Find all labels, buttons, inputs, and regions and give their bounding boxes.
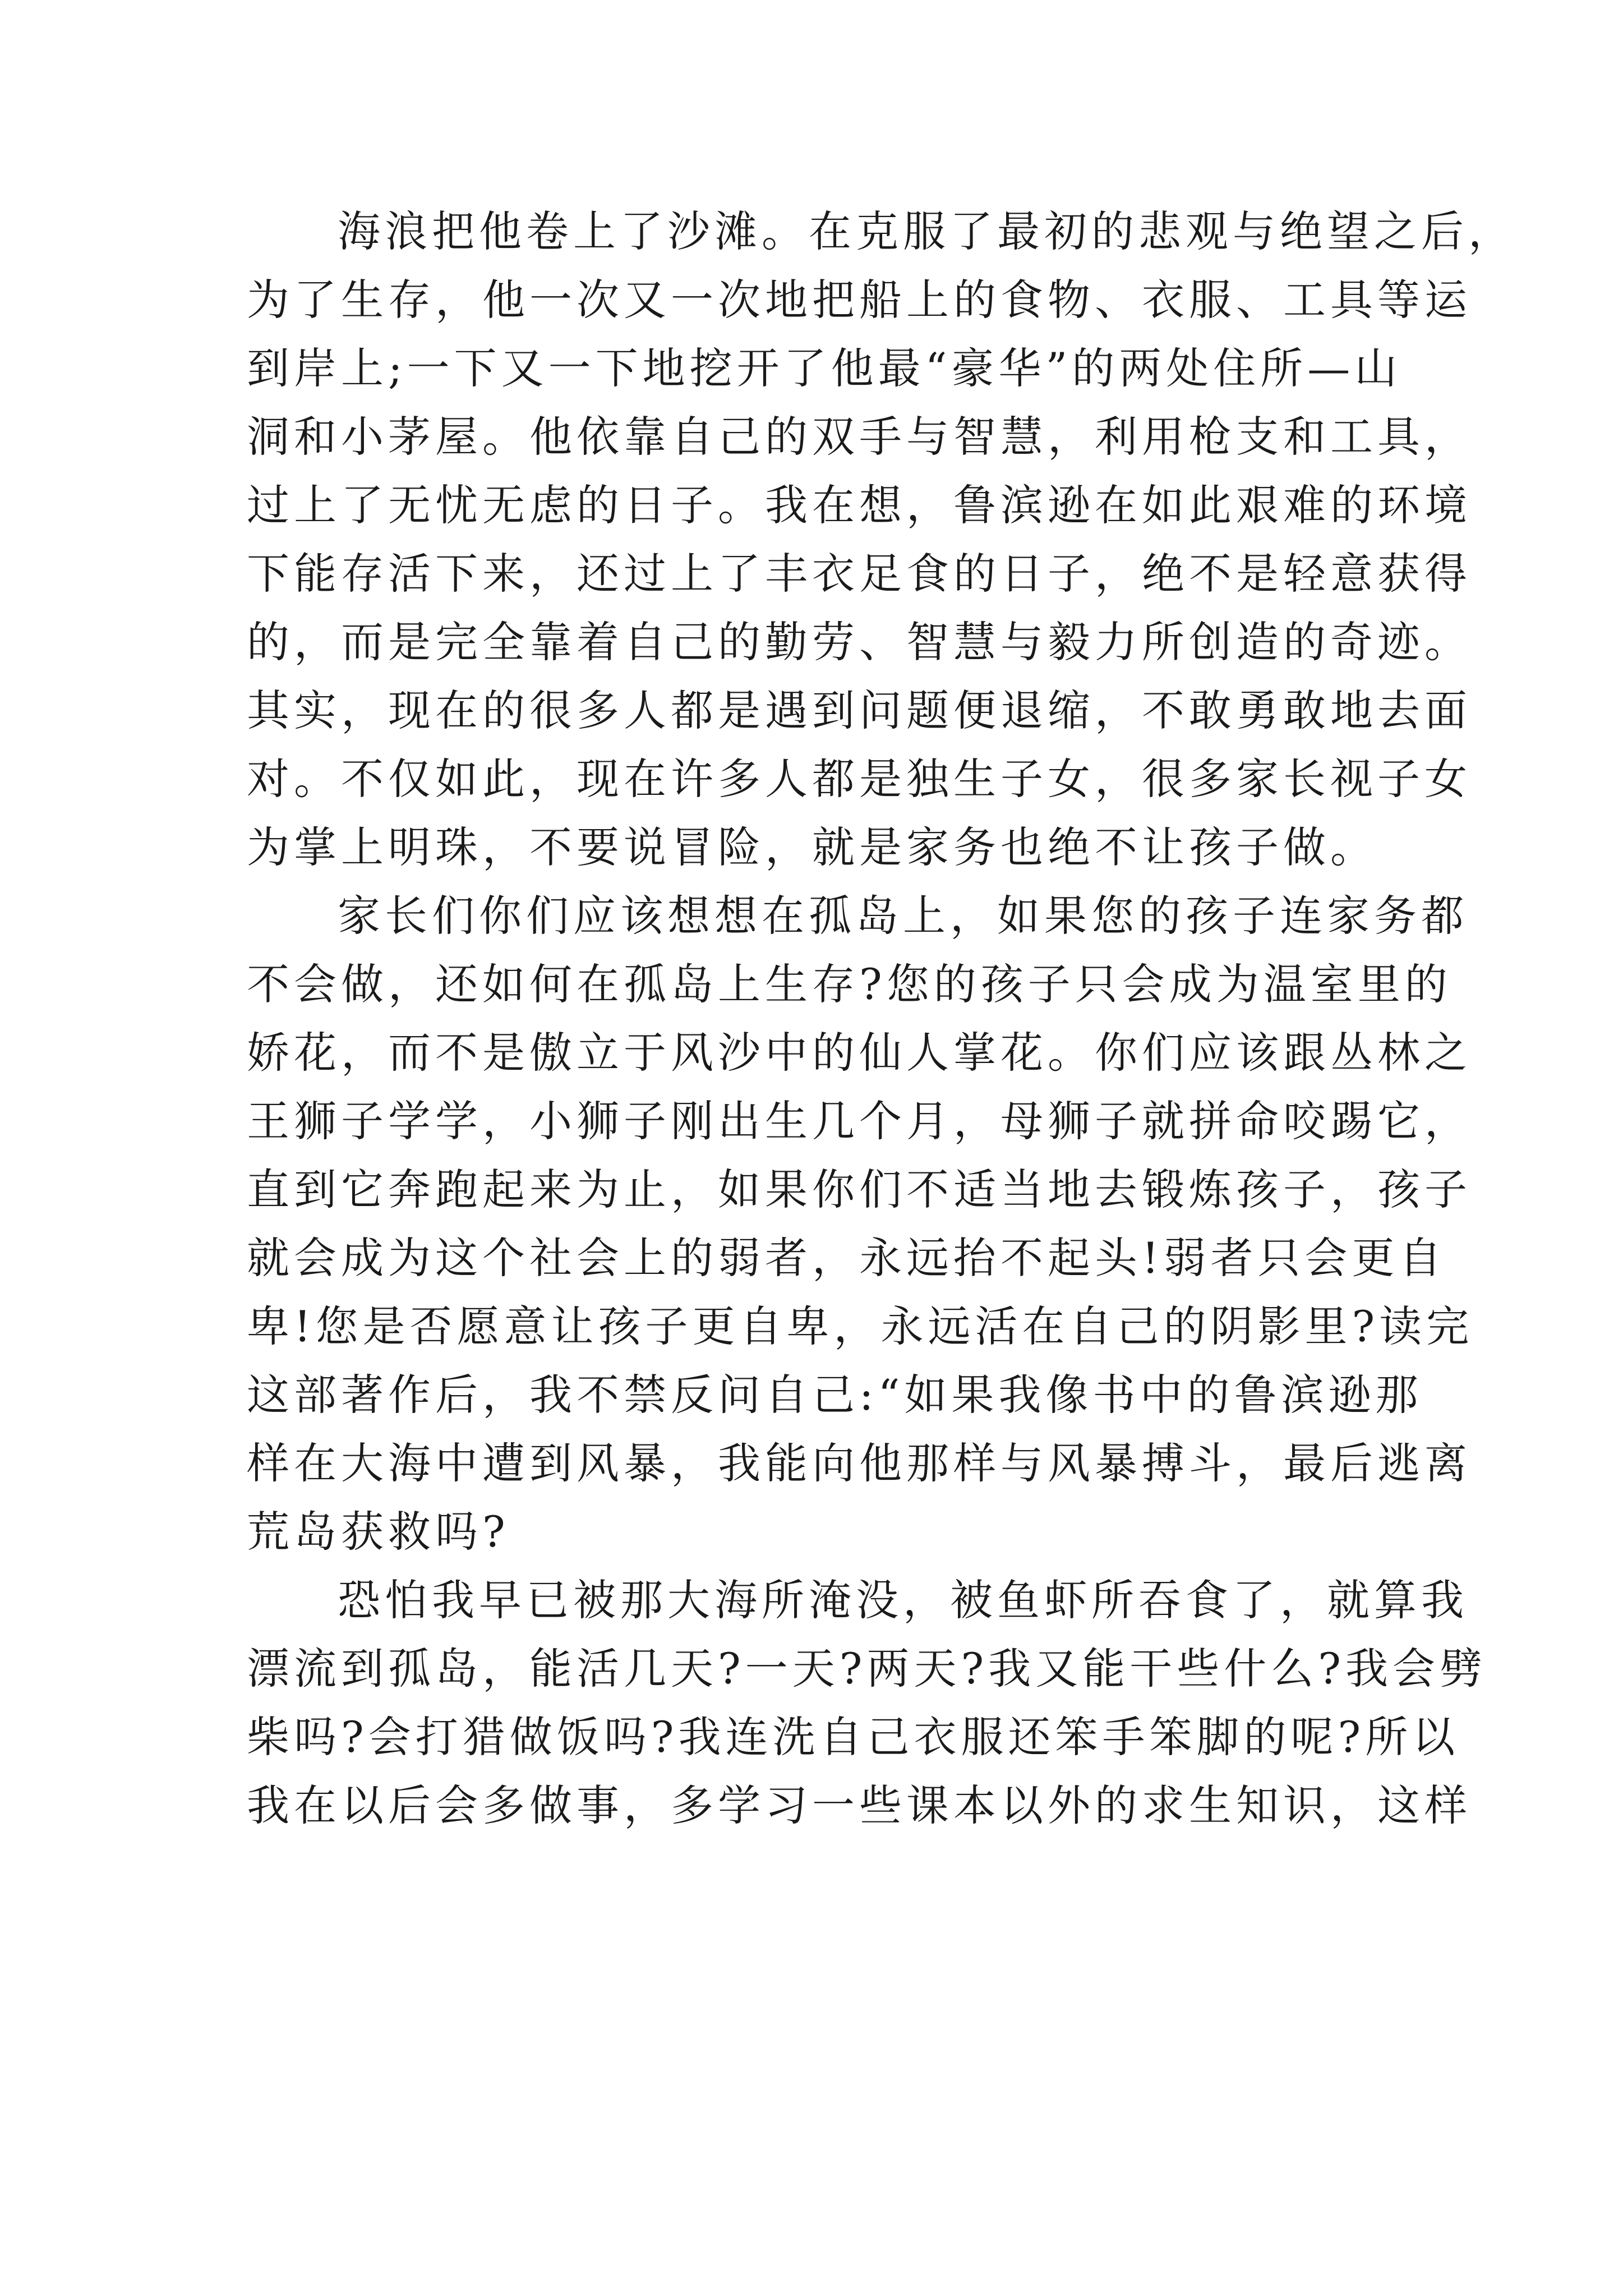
text-line: 对。不仅如此，现在许多人都是独生子女，很多家长视子女 xyxy=(247,754,1472,804)
text-line: 直到它奔跑起来为止，如果你们不适当地去锻炼孩子，孩子 xyxy=(247,1165,1472,1214)
text-line: 卑!您是否愿意让孩子更自卑，永远活在自己的阴影里?读完 xyxy=(247,1301,1474,1351)
text-line: 为掌上明珠，不要说冒险，就是家务也绝不让孩子做。 xyxy=(247,822,1377,872)
text-line: 这部著作后，我不禁反问自己:“如果我像书中的鲁滨逊那 xyxy=(247,1370,1423,1420)
text-line: 就会成为这个社会上的弱者，永远抬不起头!弱者只会更自 xyxy=(247,1233,1446,1283)
text-line: 柴吗?会打猎做饭吗?我连洗自己衣服还笨手笨脚的呢?所以 xyxy=(247,1712,1460,1762)
text-line: 荒岛获救吗? xyxy=(247,1507,510,1557)
text-line: 海浪把他卷上了沙滩。在克服了最初的悲观与绝望之后， xyxy=(338,206,1515,256)
text-line: 为了生存，他一次又一次地把船上的食物、衣服、工具等运 xyxy=(247,275,1472,325)
text-line: 漂流到孤岛，能活几天?一天?两天?我又能干些什么?我会劈 xyxy=(247,1644,1487,1694)
text-line: 的，而是完全靠着自己的勤劳、智慧与毅力所创造的奇迹。 xyxy=(247,617,1472,667)
text-line: 到岸上;一下又一下地挖开了他最“豪华”的两处住所—山 xyxy=(247,343,1402,393)
text-line: 下能存活下来，还过上了丰衣足食的日子，绝不是轻意获得 xyxy=(247,549,1472,599)
text-line: 不会做，还如何在孤岛上生存?您的孩子只会成为温室里的 xyxy=(247,959,1452,1009)
text-line: 我在以后会多做事，多学习一些课本以外的求生知识，这样 xyxy=(247,1780,1472,1830)
text-line: 样在大海中遭到风暴，我能向他那样与风暴搏斗，最后逃离 xyxy=(247,1438,1472,1488)
text-line: 洞和小茅屋。他依靠自己的双手与智慧，利用枪支和工具， xyxy=(247,412,1472,462)
body-text xyxy=(247,197,1515,1840)
text-line: 恐怕我早已被那大海所淹没，被鱼虾所吞食了，就算我 xyxy=(338,1575,1468,1625)
text-line: 家长们你们应该想想在孤岛上，如果您的孩子连家务都 xyxy=(338,891,1468,941)
text-line: 王狮子学学，小狮子刚出生几个月，母狮子就拼命咬踢它， xyxy=(247,1096,1472,1146)
text-line: 娇花，而不是傲立于风沙中的仙人掌花。你们应该跟丛林之 xyxy=(247,1028,1472,1078)
text-line: 其实，现在的很多人都是遇到问题便退缩，不敢勇敢地去面 xyxy=(247,685,1472,735)
text-line: 过上了无忧无虑的日子。我在想，鲁滨逊在如此艰难的环境 xyxy=(247,480,1472,530)
